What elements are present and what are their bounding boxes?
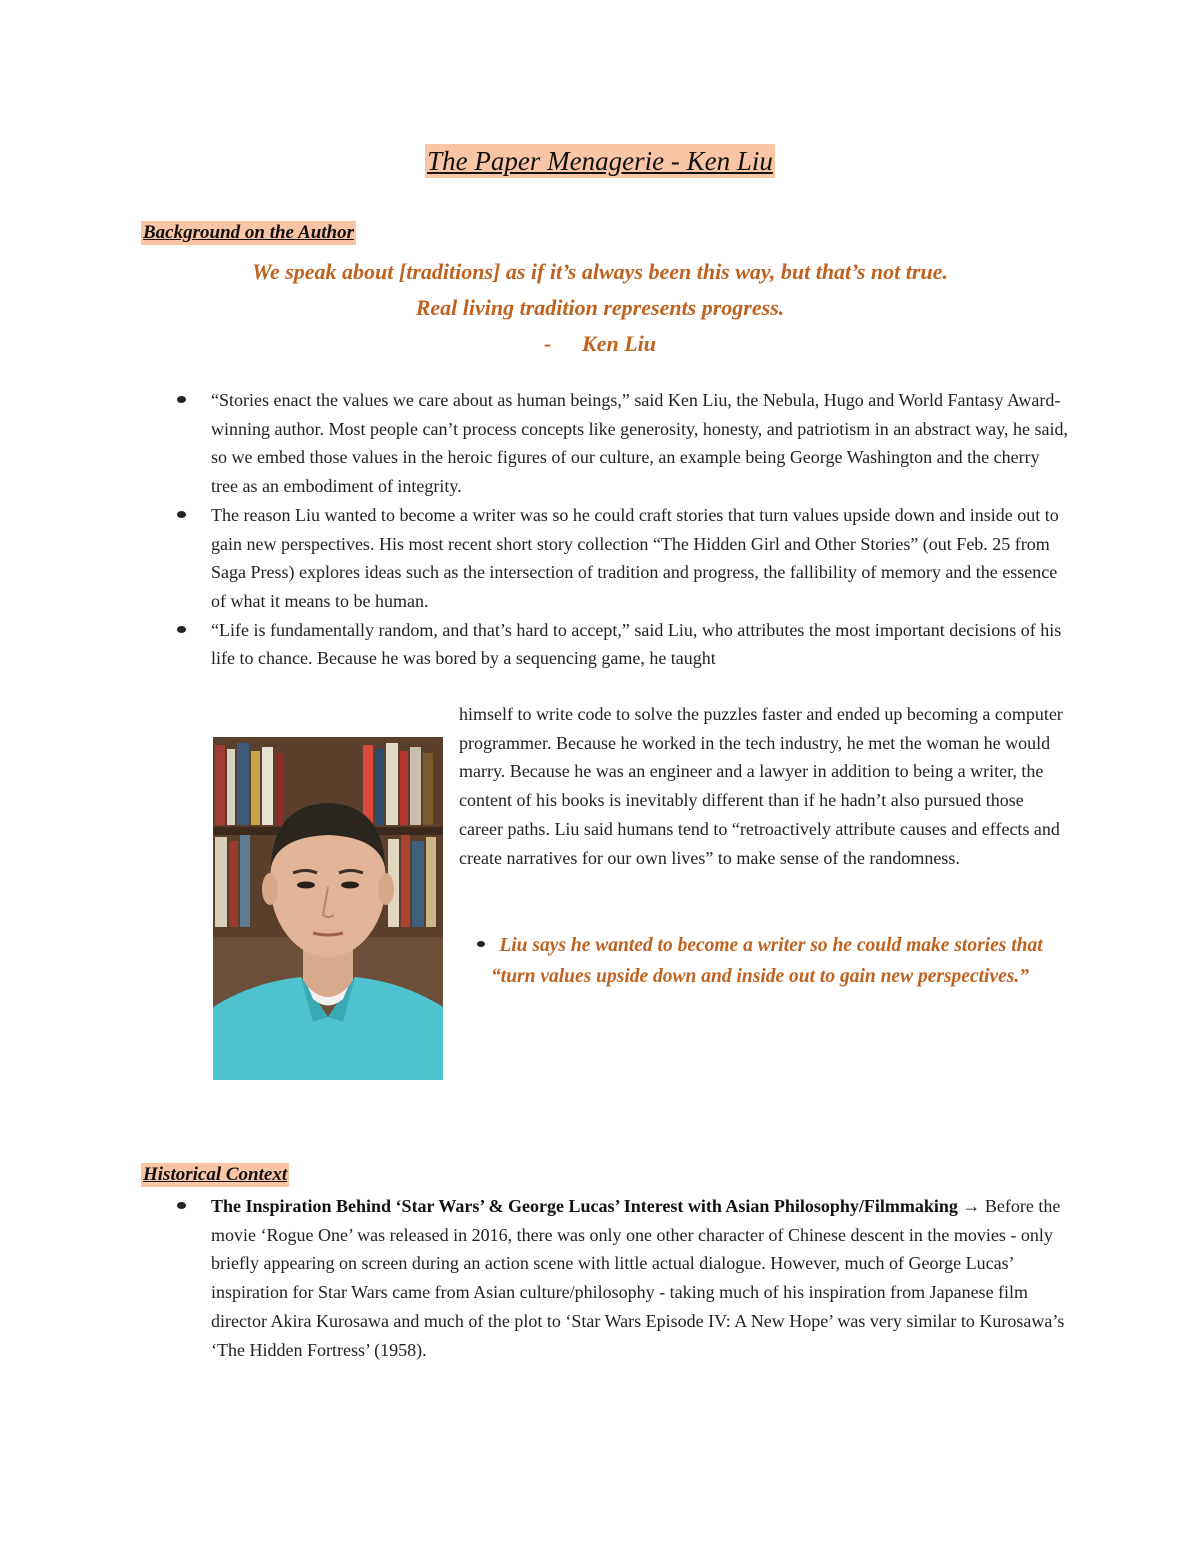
page-title: The Paper Menagerie - Ken Liu [427,146,773,176]
section-heading-background: Background on the Author [143,222,355,243]
quote-dash: - [544,331,552,356]
title-container [0,144,1200,178]
historical-bullet-list [211,1192,1071,1364]
list-item: The reason Liu wanted to become a writer was so he could craft stories that turn values upside down and inside out to gain new perspectives. His most recent short story collection “The Hidden Girl and Other Stories” (out Feb. 25 from Saga Press) explores ideas such as the intersection of tradition and progress, the fallibility of memory and the essence of what it means to be human. [211,501,1071,616]
bullet-title: The Inspiration Behind ‘Star Wars’ & George Lucas’ Interest with Asian Philosophy/Filmmaking [211,1196,958,1216]
bullet-body: Before the movie ‘Rogue One’ was released in 2016, there was only one other character of Chinese descent in the movies - only briefly appearing on screen during an action scene with little actual dialogue. However, much of George Lucas’ inspiration for Star Wars came from Asian culture/philosophy - taking much of his inspiration from Japanese film director Akira Kurosawa and much of the plot to ‘Star Wars Episode IV: A New Hope’ was very similar to Kurosawa’s ‘The Hidden Fortress’ (1958). [211,1196,1065,1360]
author-quote [0,254,1200,362]
list-item: “Stories enact the values we care about as human beings,” said Ken Liu, the Nebula, Hugo and World Fantasy Award-winning author. Most people can’t process concepts like generosity, honesty, and patriotism in an abstract way, he said, so we embed those values in the heroic figures of our culture, an example being George Washington and the cherry tree as an embodiment of integrity. [211,386,1071,501]
arrow-icon: → [957,1196,985,1216]
quote-author: Ken Liu [582,331,656,356]
quote-attribution [0,326,1200,362]
highlight-quote [460,930,1060,992]
author-photo [213,737,443,1080]
bullet-dot-icon [477,941,485,947]
highlight-quote-text: Liu says he wanted to become a writer so he could make stories that “turn values upside down and inside out to gain new perspectives.” [491,935,1043,987]
background-bullet-list [211,386,1071,673]
wrapped-continuation-text: himself to write code to solve the puzzles faster and ended up becoming a computer programmer. Because he worked in the tech industry, he met the woman he would marry. Because he was an engineer and a lawyer in addition to being a writer, the content of his books is inevitably different than if he hadn’t also pursued those career paths. Liu said humans tend to “retroactively attribute causes and effects and create narratives for our own lives” to make sense of the randomness. [459,704,1063,868]
quote-line-2: Real living tradition represents progress. [415,295,785,320]
section-heading-historical: Historical Context [143,1164,288,1185]
author-portrait-image [213,737,443,1080]
list-item [211,1192,1071,1364]
quote-line-1: We speak about [traditions] as if it’s always been this way, but that’s not true. [252,259,948,284]
list-item: “Life is fundamentally random, and that’s hard to accept,” said Liu, who attributes the most important decisions of his life to chance. Because he was bored by a sequencing game, he taught [211,616,1071,673]
